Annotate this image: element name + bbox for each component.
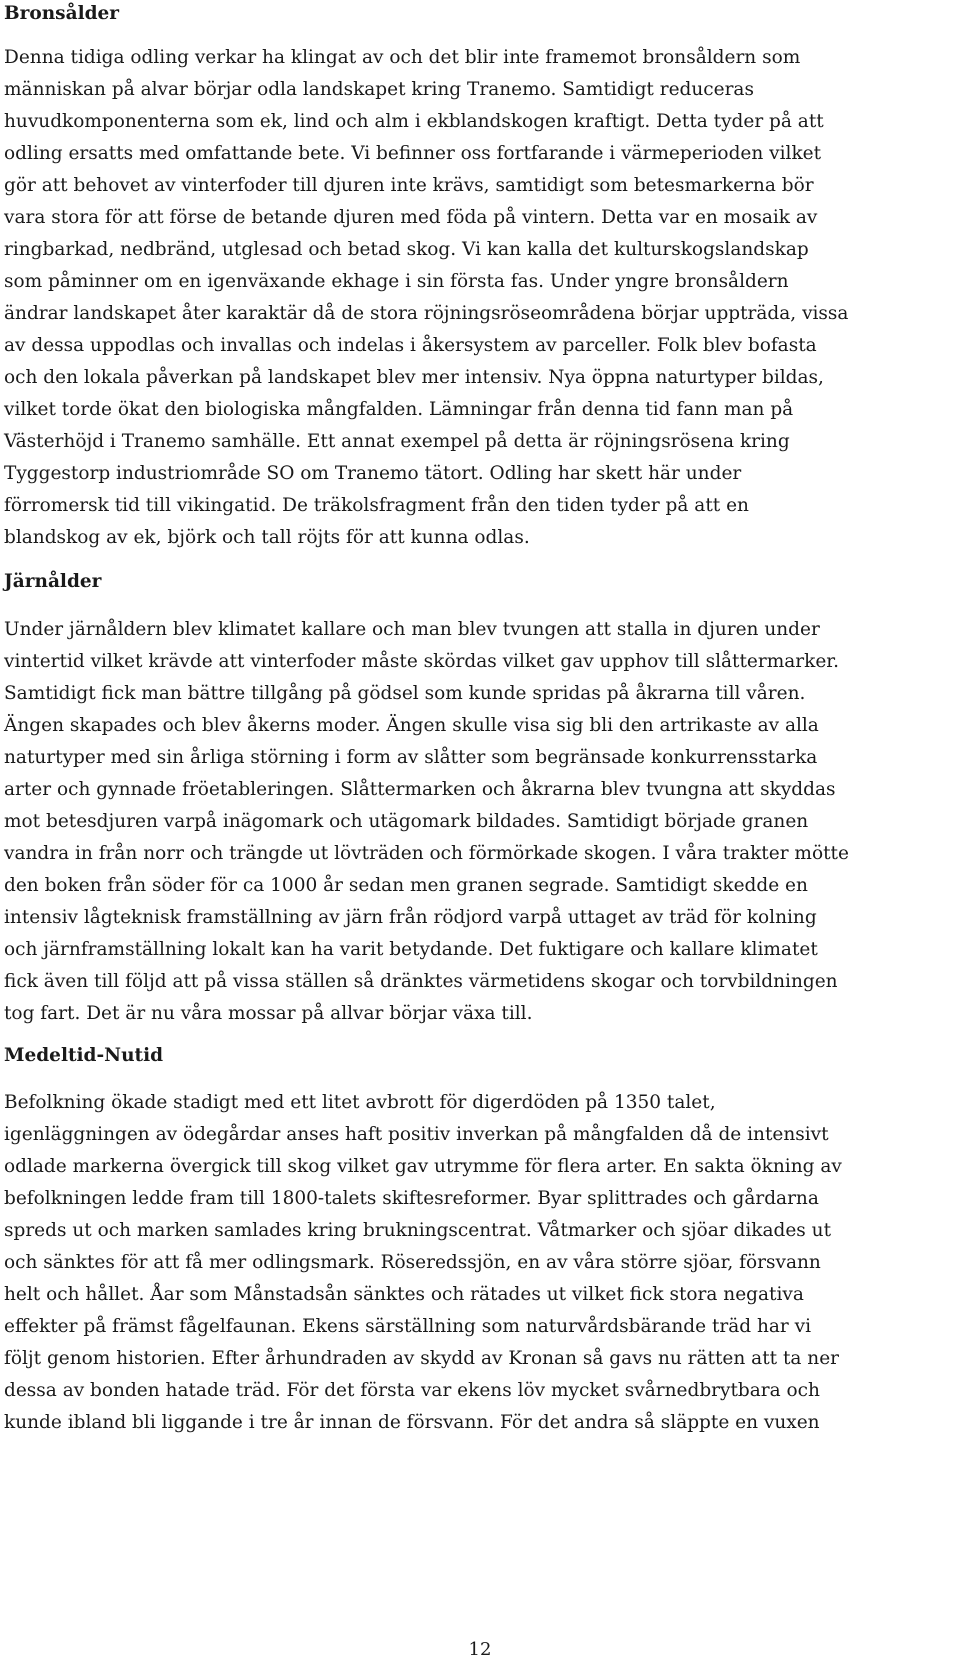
text-line: Under järnåldern blev klimatet kallare och man blev tvungen att stalla in djuren under — [4, 619, 820, 640]
text-line: ringbarkad, nedbränd, utglesad och betad skog. Vi kan kalla det kulturskogslandskap — [4, 239, 809, 260]
text-line: Denna tidiga odling verkar ha klingat av och det blir inte framemot bronsåldern som — [4, 47, 801, 68]
text-line: Tyggestorp industriområde SO om Tranemo tätort. Odling har skett här under — [4, 463, 742, 484]
text-line: av dessa uppodlas och invallas och indelas i åkersystem av parceller. Folk blev bofasta — [4, 335, 817, 356]
text-line: arter och gynnade fröetableringen. Slåttermarken och åkrarna blev tvungna att skyddas — [4, 779, 836, 800]
text-line: ändrar landskapet åter karaktär då de stora röjningsröseområdena börjar uppträda, vissa — [4, 303, 849, 324]
text-line: gör att behovet av vinterfoder till djuren inte krävs, samtidigt som betesmarkerna bör — [4, 175, 814, 196]
text-line: och den lokala påverkan på landskapet blev mer intensiv. Nya öppna naturtyper bildas, — [4, 367, 824, 388]
page-number: 12 — [468, 1639, 492, 1660]
text-line: vara stora för att förse de betande djuren med föda på vintern. Detta var en mosaik av — [4, 207, 818, 228]
text-line: intensiv lågteknisk framställning av järn från rödjord varpå uttaget av träd för kolning — [4, 907, 817, 928]
section-heading: Bronsålder — [4, 3, 120, 24]
text-line: Samtidigt fick man bättre tillgång på gödsel som kunde spridas på åkrarna till våren. — [4, 683, 806, 704]
text-line: tog fart. Det är nu våra mossar på allvar börjar växa till. — [4, 1003, 533, 1024]
text-line: naturtyper med sin årliga störning i form av slåtter som begränsade konkurrensstarka — [4, 747, 818, 768]
text-line: mot betesdjuren varpå inägomark och utägomark bildades. Samtidigt började granen — [4, 811, 809, 832]
section-paragraph — [4, 42, 848, 554]
text-line: kunde ibland bli liggande i tre år innan de försvann. För det andra så släppte en vuxen — [4, 1412, 820, 1433]
text-line: odling ersatts med omfattande bete. Vi befinner oss fortfarande i värmeperioden vilket — [4, 143, 822, 164]
section-paragraph — [4, 1087, 842, 1439]
text-line: effekter på främst fågelfaunan. Ekens särställning som naturvårdsbärande träd har vi — [4, 1316, 812, 1337]
text-line: människan på alvar börjar odla landskapet kring Tranemo. Samtidigt reduceras — [4, 79, 754, 100]
text-line: fick även till följd att på vissa ställen så dränktes värmetidens skogar och torvbildningen — [4, 971, 838, 992]
text-line: vandra in från norr och trängde ut lövträden och förmörkade skogen. I våra trakter mötte — [4, 843, 849, 864]
text-line: vilket torde ökat den biologiska mångfalden. Lämningar från denna tid fann man på — [4, 399, 794, 420]
text-line: spreds ut och marken samlades kring brukningscentrat. Våtmarker och sjöar dikades ut — [4, 1220, 831, 1241]
text-line: Befolkning ökade stadigt med ett litet avbrott för digerdöden på 1350 talet, — [4, 1092, 716, 1113]
text-line: och sänktes för att få mer odlingsmark. Röseredssjön, en av våra större sjöar, försvann — [4, 1252, 821, 1273]
text-line: odlade markerna övergick till skog vilket gav utrymme för flera arter. En sakta ökning av — [4, 1156, 842, 1177]
section-heading: Medeltid-Nutid — [4, 1045, 164, 1066]
text-line: och järnframställning lokalt kan ha varit betydande. Det fuktigare och kallare klimatet — [4, 939, 818, 960]
text-line: som påminner om en igenväxande ekhage i sin första fas. Under yngre bronsåldern — [4, 271, 789, 292]
text-line: helt och hållet. Åar som Månstadsån sänktes och rätades ut vilket fick stora negativa — [4, 1284, 804, 1305]
text-line: igenläggningen av ödegårdar anses haft positiv inverkan på mångfalden då de intensivt — [4, 1124, 829, 1145]
text-line: huvudkomponenterna som ek, lind och alm i ekblandskogen kraftigt. Detta tyder på att — [4, 111, 824, 132]
section-heading: Järnålder — [4, 571, 102, 592]
text-line: dessa av bonden hatade träd. För det första var ekens löv mycket svårnedbrytbara och — [4, 1380, 820, 1401]
text-line: Västerhöjd i Tranemo samhälle. Ett annat exempel på detta är röjningsrösena kring — [4, 431, 790, 452]
text-line: befolkningen ledde fram till 1800-talets skiftesreformer. Byar splittrades och gårdarna — [4, 1188, 819, 1209]
text-line: följt genom historien. Efter århundraden av skydd av Kronan så gavs nu rätten att ta ner — [4, 1348, 839, 1369]
text-line: vintertid vilket krävde att vinterfoder måste skördas vilket gav upphov till slåttermarker. — [4, 651, 839, 672]
text-line: Ängen skapades och blev åkerns moder. Ängen skulle visa sig bli den artrikaste av alla — [4, 715, 819, 736]
section-paragraph — [4, 614, 849, 1030]
text-line: den boken från söder för ca 1000 år sedan men granen segrade. Samtidigt skedde en — [4, 875, 808, 896]
text-line: förromersk tid till vikingatid. De träkolsfragment från den tiden tyder på att en — [4, 495, 749, 516]
text-line: blandskog av ek, björk och tall röjts för att kunna odlas. — [4, 527, 530, 548]
